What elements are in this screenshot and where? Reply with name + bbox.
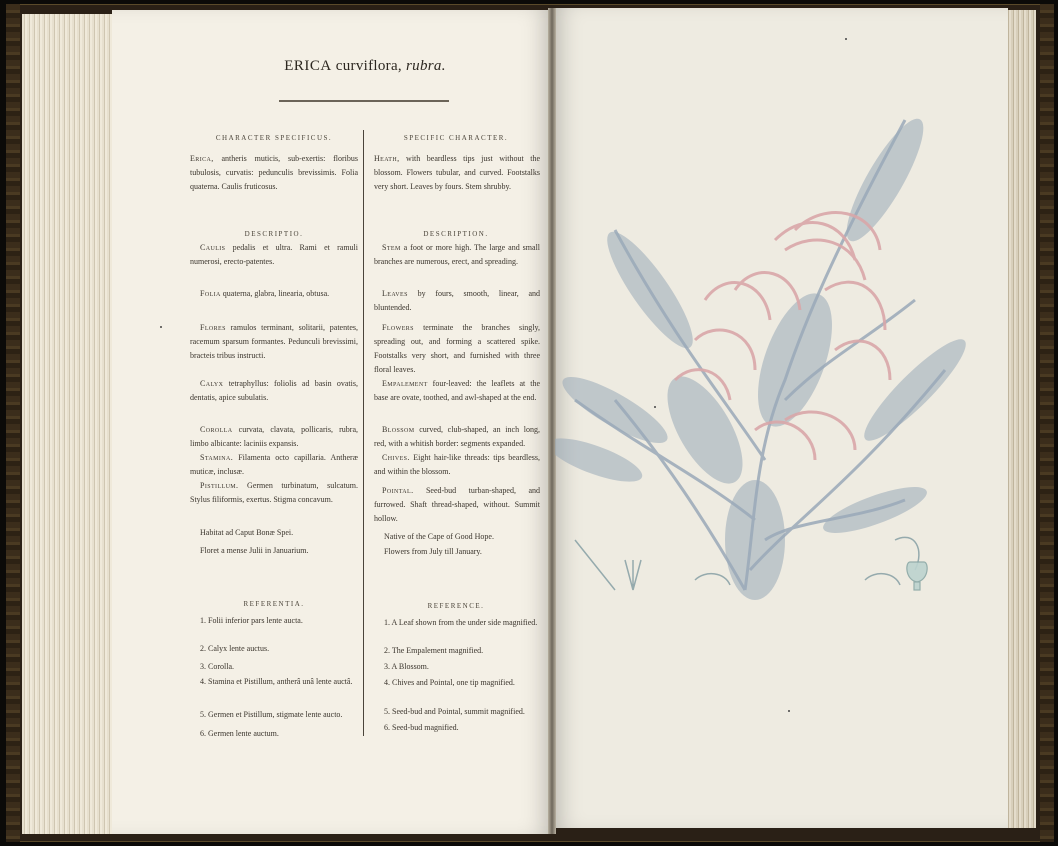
english-stem: Stem a foot or more high. The large and small branches are numerous, erect, and spreading. xyxy=(374,243,541,266)
paper-speck xyxy=(845,38,847,40)
latin-pistillum: Pistillum. Germen turbinatum, sulcatum. Stylus filiformis, exertus. Stigma concavum. xyxy=(190,481,358,504)
latin-reference-heading: REFERENTIA. xyxy=(243,600,305,608)
latin-ref-3: 3. Corolla. xyxy=(200,662,234,671)
english-flowers: Flowers terminate the branches singly, spreading out, and forming a scattered spike. Footstalks very short, and furnished with three floral leaves. xyxy=(374,323,540,374)
english-blossom: Blossom curved, club-shaped, an inch long, red, with a whitish border: segments expanded. xyxy=(374,425,541,448)
latin-calyx: Calyx tetraphyllus: foliolis ad basin ovatis, dentatis, apice subulatis. xyxy=(190,379,358,402)
english-ref-5: 5. Seed-bud and Pointal, summit magnified. xyxy=(384,707,525,716)
paper-speck xyxy=(654,406,656,408)
page-stack-right xyxy=(1006,10,1036,828)
page-title xyxy=(250,58,480,75)
title-variety: rubra. xyxy=(406,58,446,74)
title-genus: ERICA xyxy=(284,58,332,74)
latin-ref-2: 2. Calyx lente auctus. xyxy=(200,644,270,653)
latin-flores: Flores ramulos terminant, solitarii, patentes, racemum sparsum formantes. Pedunculi brevissimi, bracteis tribus instructi. xyxy=(190,323,358,360)
english-native: Native of the Cape of Good Hope. xyxy=(384,532,494,541)
english-ref-6: 6. Seed-bud magnified. xyxy=(384,723,459,732)
english-description-heading: DESCRIPTION. xyxy=(423,230,489,238)
latin-character: Erica, antheris muticis, sub-exertis: floribus tubulosis, curvatis: pedunculis brevissimis. Folia quaterna. Caulis fruticosus. xyxy=(190,154,359,191)
english-flowering: Flowers from July till January. xyxy=(384,547,482,556)
english-pointal: Pointal. Seed-bud turban-shaped, and furrowed. Shaft thread-shaped, without. Summit hollow. xyxy=(374,486,540,523)
english-ref-2: 2. The Empalement magnified. xyxy=(384,646,484,655)
latin-ref-4: 4. Stamina et Pistillum, antherâ unâ lente auctâ. xyxy=(200,677,353,686)
column-divider xyxy=(363,130,364,736)
english-chives: Chives. Eight hair-like threads: tips beardless, and within the blossom. xyxy=(374,453,540,476)
english-ref-1: 1. A Leaf shown from the under side magnified. xyxy=(384,618,538,627)
cover-edge-left xyxy=(6,4,20,842)
page-stack-left xyxy=(22,14,118,834)
english-character: Heath, with beardless tips just without the blossom. Flowers tubular, and curved. Footstalks very short. Leaves by fours. Stem shrubby. xyxy=(374,154,541,191)
latin-description-heading: DESCRIPTIO. xyxy=(244,230,304,238)
paper-speck xyxy=(788,710,790,712)
latin-stamina: Stamina. Filamenta octo capillaria. Antheræ muticæ, inclusæ. xyxy=(190,453,358,476)
latin-caulis: Caulis pedalis et ultra. Rami et ramuli numerosi, erecto-patentes. xyxy=(190,243,358,266)
title-rule xyxy=(279,100,449,102)
latin-folia: Folia quaterna, glabra, linearia, obtusa. xyxy=(200,289,330,298)
english-ref-3: 3. A Blossom. xyxy=(384,662,429,671)
english-reference-heading: REFERENCE. xyxy=(427,602,485,610)
title-species: curviflora, xyxy=(335,58,402,74)
english-empalement: Empalement four-leaved: the leaflets at the base are ovate, toothed, and awl-shaped at the end. xyxy=(374,379,540,402)
english-leaves: Leaves by fours, smooth, linear, and bluntended. xyxy=(374,289,541,312)
botanical-illustration xyxy=(555,100,975,620)
latin-floret: Floret a mense Julii in Januarium. xyxy=(200,546,309,555)
paper-speck xyxy=(160,326,162,328)
latin-habitat: Habitat ad Caput Bonæ Spei. xyxy=(200,528,294,537)
latin-ref-1: 1. Folii inferior pars lente aucta. xyxy=(200,616,303,625)
english-ref-4: 4. Chives and Pointal, one tip magnified. xyxy=(384,678,515,687)
latin-ref-5: 5. Germen et Pistillum, stigmate lente aucto. xyxy=(200,710,343,719)
cover-edge-right xyxy=(1040,4,1054,842)
latin-corolla: Corolla curvata, clavata, pollicaris, rubra, limbo albicante: laciniis expansis. xyxy=(190,425,358,448)
latin-character-heading: CHARACTER SPECIFICUS. xyxy=(215,134,333,142)
english-character-heading: SPECIFIC CHARACTER. xyxy=(403,134,509,142)
latin-ref-6: 6. Germen lente auctum. xyxy=(200,729,279,738)
